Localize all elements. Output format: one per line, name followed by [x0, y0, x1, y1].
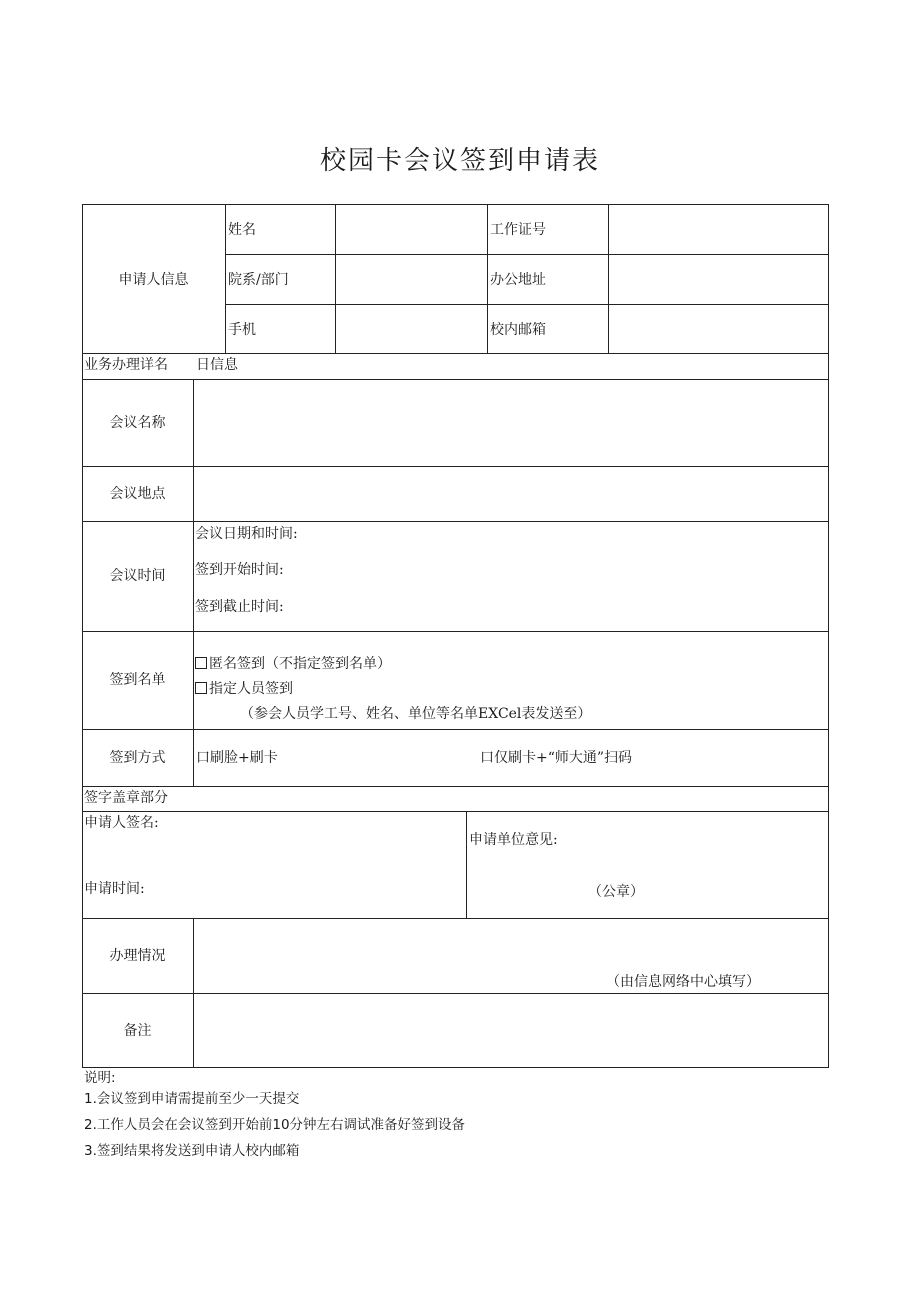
note-item: 1.会议签到申请需提前至少一天提交: [84, 1091, 300, 1107]
row-divider: [225, 304, 829, 305]
staff-id-label: 工作证号: [490, 222, 546, 238]
row-divider: [82, 631, 829, 632]
checkbox-icon[interactable]: [195, 657, 207, 669]
checkin-start-label: 签到开始时间:: [195, 562, 284, 578]
checkin-method-label: 签到方式: [109, 750, 166, 766]
row-divider: [82, 521, 829, 522]
business-section-label: 业务办理详名: [84, 357, 168, 373]
row-divider: [82, 786, 829, 787]
column-divider: [193, 379, 194, 786]
column-divider: [193, 918, 194, 1068]
column-divider: [487, 204, 488, 353]
official-seal-label: （公章）: [588, 884, 644, 900]
note-item: 3.签到结果将发送到申请人校内邮箱: [84, 1143, 300, 1159]
meeting-datetime-label: 会议日期和时间:: [195, 526, 298, 542]
column-divider: [608, 204, 609, 353]
column-divider: [225, 204, 226, 353]
roster-option-named-label: 指定人员签到: [209, 681, 293, 697]
department-label: 院系/部门: [228, 272, 289, 288]
business-section-label-cont: 日信息: [196, 357, 238, 373]
row-divider: [82, 353, 829, 354]
campus-email-label: 校内邮箱: [490, 322, 546, 338]
notes-heading: 说明:: [84, 1070, 116, 1086]
checkin-end-label: 签到截止时间:: [195, 599, 284, 615]
row-divider: [82, 379, 829, 380]
processing-note: （由信息网络中心填写）: [606, 974, 760, 990]
checkbox-icon[interactable]: [195, 682, 207, 694]
roster-note: （参会人员学工号、姓名、单位等名单EXCel表发送至）: [240, 706, 592, 722]
remarks-label: 备注: [123, 1023, 152, 1039]
row-divider: [225, 254, 829, 255]
roster-label: 签到名单: [109, 672, 166, 688]
form-title: 校园卡会议签到申请表: [319, 146, 600, 176]
column-divider: [466, 811, 467, 918]
note-item: 2.工作人员会在会议签到开始前10分钟左右调试准备好签到设备: [84, 1117, 466, 1133]
applicant-signature-label: 申请人签名:: [84, 815, 159, 831]
name-label: 姓名: [228, 222, 256, 238]
column-divider: [335, 204, 336, 353]
meeting-name-label: 会议名称: [109, 415, 166, 431]
row-divider: [82, 729, 829, 730]
method-option-face-card[interactable]: 口刷脸+刷卡: [196, 750, 278, 766]
method-option-card-scan[interactable]: 口仅刷卡+“师大通”扫码: [480, 750, 633, 766]
application-form-table: [82, 204, 829, 1068]
applicant-info-label: 申请人信息: [118, 272, 189, 288]
roster-option-anonymous-label: 匿名签到（不指定签到名单）: [209, 656, 391, 672]
meeting-place-label: 会议地点: [109, 486, 166, 502]
row-divider: [82, 466, 829, 467]
apply-time-label: 申请时间:: [84, 881, 145, 897]
meeting-time-label: 会议时间: [109, 568, 166, 584]
phone-label: 手机: [228, 322, 256, 338]
unit-opinion-label: 申请单位意见:: [469, 832, 558, 848]
office-address-label: 办公地址: [490, 272, 546, 288]
row-divider: [82, 811, 829, 812]
roster-option-named[interactable]: [195, 680, 293, 698]
row-divider: [82, 993, 829, 994]
roster-option-anonymous[interactable]: [195, 655, 391, 673]
row-divider: [82, 918, 829, 919]
signature-section-label: 签字盖章部分: [84, 790, 168, 806]
processing-status-label: 办理情况: [109, 948, 166, 964]
